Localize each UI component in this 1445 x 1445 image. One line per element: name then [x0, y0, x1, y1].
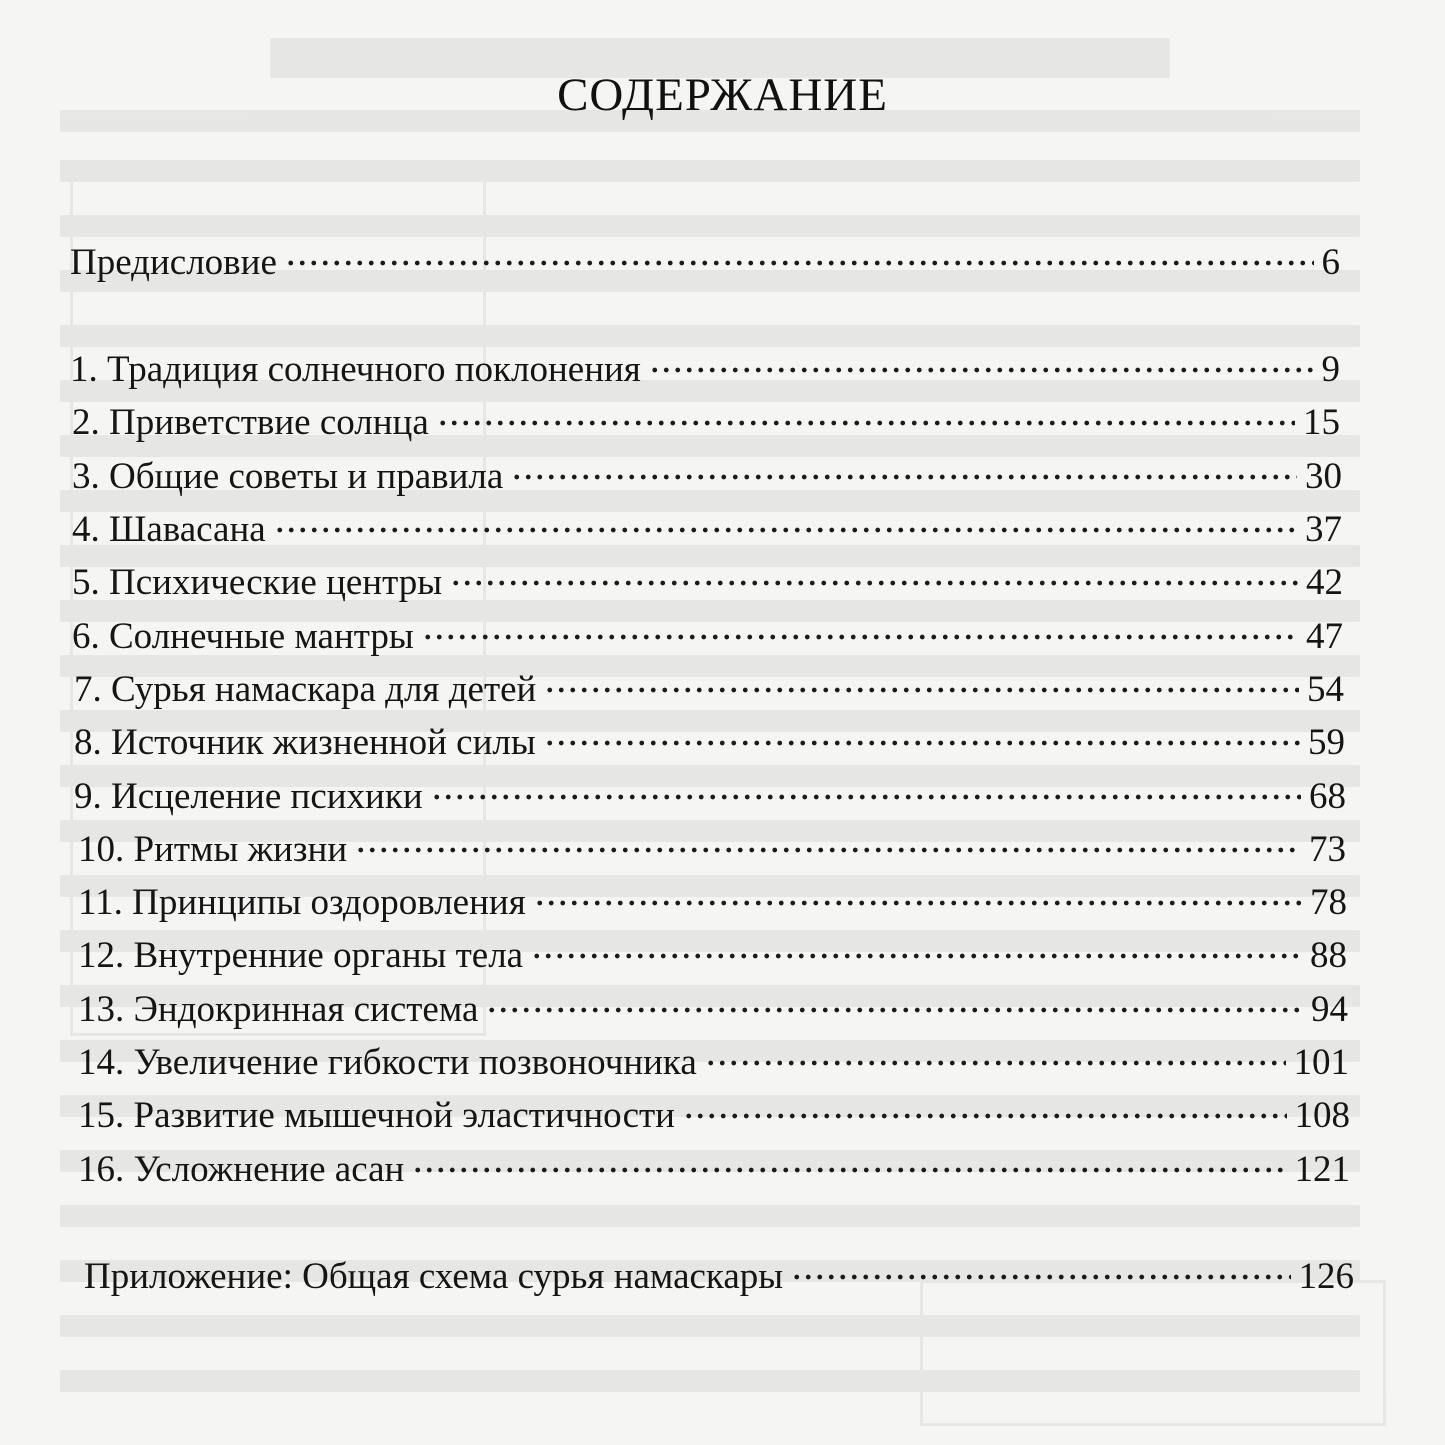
- toc-entry-chapter-11: [78, 881, 1347, 925]
- toc-entry-chapter-12: [78, 934, 1347, 978]
- dot-leader: [531, 953, 1302, 959]
- toc-entry-chapter-13: [78, 988, 1348, 1032]
- dot-leader: [431, 794, 1301, 800]
- toc-entry-page: 9: [1321, 349, 1340, 390]
- toc-entry-page: 30: [1305, 456, 1342, 497]
- dot-leader: [355, 847, 1301, 853]
- toc-entry-page: 101: [1293, 1042, 1349, 1083]
- toc-entry-appendix: [84, 1255, 1354, 1299]
- toc-entry-chapter-15: [78, 1094, 1350, 1138]
- toc-entry-chapter-8: [74, 721, 1345, 765]
- toc-entry-chapter-5: [72, 561, 1343, 605]
- toc-entry-chapter-3: [72, 455, 1342, 499]
- dot-leader: [437, 420, 1295, 426]
- toc-entry-chapter-14: [78, 1041, 1349, 1085]
- toc-entry-chapter-4: [72, 508, 1342, 552]
- dot-leader: [683, 1113, 1287, 1119]
- toc-entry-label: 11. Принципы оздоровления: [78, 882, 526, 923]
- toc-entry-page: 73: [1309, 829, 1346, 870]
- toc-entry-chapter-9: [74, 775, 1346, 819]
- toc-entry-label: 12. Внутренние органы тела: [78, 935, 524, 976]
- toc-entry-label: 16. Усложнение асан: [78, 1149, 405, 1190]
- page-title: СОДЕРЖАНИЕ: [557, 69, 888, 121]
- toc-entry-label: 13. Эндокринная система: [78, 989, 479, 1030]
- toc-entry-label: 8. Источник жизненной силы: [74, 722, 536, 763]
- dot-leader: [511, 474, 1297, 480]
- toc-entry-page: 42: [1306, 562, 1343, 603]
- toc-entry-page: 94: [1311, 989, 1348, 1030]
- dot-leader: [285, 260, 1314, 266]
- toc-entry-page: 68: [1309, 776, 1346, 817]
- toc-entry-chapter-10: [78, 828, 1346, 872]
- toc-entry-label: 4. Шавасана: [72, 509, 266, 550]
- toc-entry-label: 6. Солнечные мантры: [72, 616, 414, 657]
- toc-entry-page: 108: [1294, 1095, 1350, 1136]
- toc-entry-label: 7. Сурья намаскара для детей: [74, 669, 537, 710]
- toc-entry-label: 2. Приветствие солнца: [72, 402, 429, 443]
- toc-entry-chapter-2: [72, 401, 1340, 445]
- toc-entry-chapter-16: [78, 1148, 1350, 1192]
- toc-entry-preface: [70, 241, 1340, 285]
- toc-entry-page: 59: [1308, 722, 1345, 763]
- toc-entry-page: 88: [1310, 935, 1347, 976]
- toc-entry-page: 37: [1305, 509, 1342, 550]
- toc-entry-page: 15: [1303, 402, 1340, 443]
- toc-entry-label: 3. Общие советы и правила: [72, 456, 504, 497]
- dot-leader: [412, 1167, 1286, 1173]
- toc-entry-chapter-7: [74, 668, 1344, 712]
- toc-entry-label: 5. Психические центры: [72, 562, 443, 603]
- dot-leader: [422, 634, 1298, 640]
- toc-entry-label: Предисловие: [70, 242, 277, 283]
- toc-entry-page: 47: [1306, 616, 1343, 657]
- toc-entry-label: 15. Развитие мышечной эластичности: [78, 1095, 675, 1136]
- dot-leader: [450, 580, 1298, 586]
- toc-entry-page: 54: [1307, 669, 1344, 710]
- dot-leader: [274, 527, 1297, 533]
- toc-entry-label: 10. Ритмы жизни: [78, 829, 348, 870]
- dot-leader: [534, 900, 1302, 906]
- toc-entry-chapter-1: [70, 348, 1340, 392]
- toc-entry-chapter-6: [72, 615, 1343, 659]
- toc-entry-label: 1. Традиция солнечного поклонения: [70, 349, 641, 390]
- toc-entry-page: 126: [1298, 1256, 1354, 1297]
- dot-leader: [544, 687, 1299, 693]
- toc-entry-page: 78: [1310, 882, 1347, 923]
- toc-entry-label: Приложение: Общая схема сурья намаскары: [84, 1256, 784, 1297]
- toc-entry-page: 121: [1294, 1149, 1350, 1190]
- dot-leader: [791, 1274, 1290, 1280]
- dot-leader: [544, 740, 1300, 746]
- toc-entry-page: 6: [1321, 242, 1340, 283]
- dot-leader: [486, 1007, 1303, 1013]
- toc-entry-label: 14. Увеличение гибкости позвоночника: [78, 1042, 697, 1083]
- dot-leader: [705, 1060, 1286, 1066]
- dot-leader: [649, 367, 1314, 373]
- toc-entry-label: 9. Исцеление психики: [74, 776, 423, 817]
